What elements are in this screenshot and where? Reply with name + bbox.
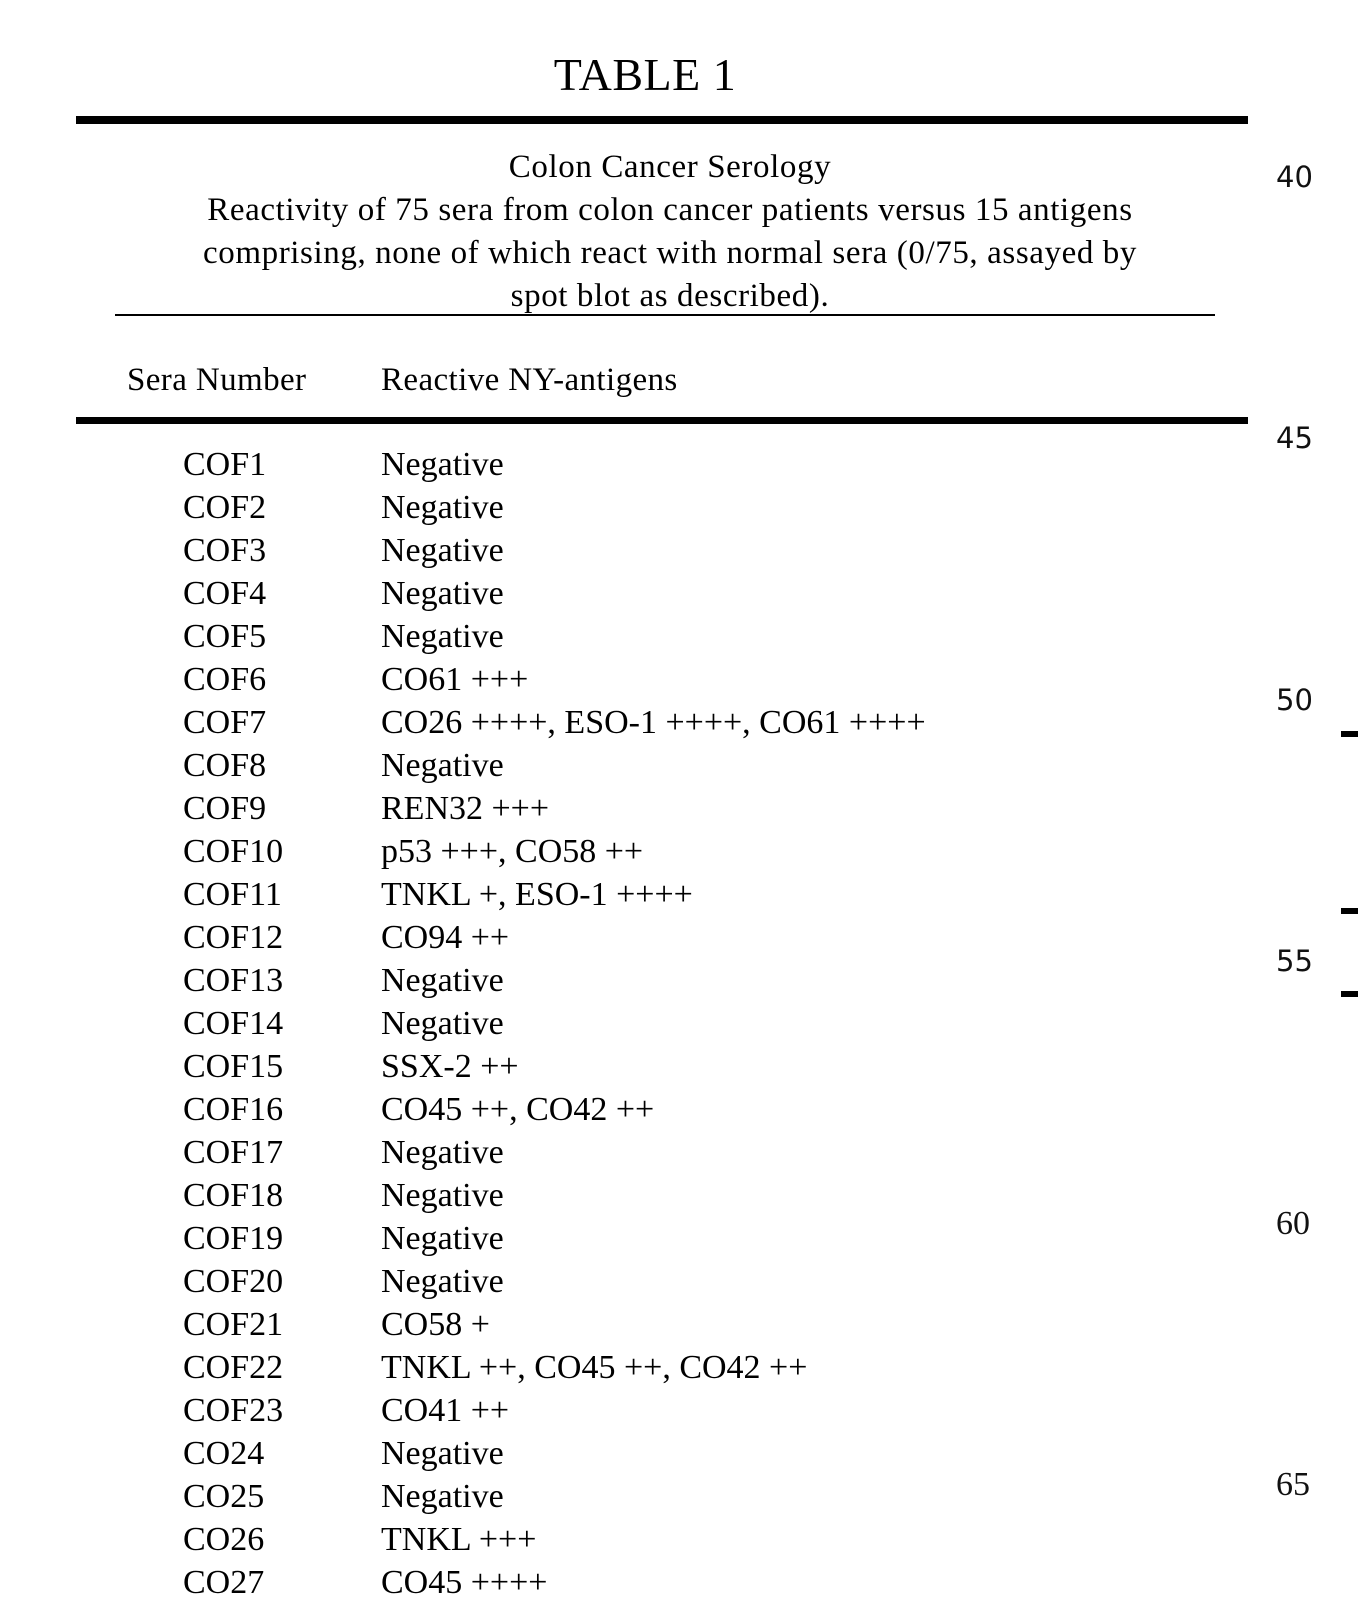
sera-number-cell: COF15 [183,1045,283,1088]
sera-number-cell: CO24 [183,1432,264,1475]
margin-line-number: 40 [1276,160,1313,194]
reactive-antigens-cell: Negative [381,1217,504,1260]
table-row [0,1217,1200,1260]
table-row [0,572,1200,615]
reactive-antigens-cell: Negative [381,572,504,615]
reactive-antigens-cell: Negative [381,443,504,486]
reactive-antigens-cell: CO45 ++++ [381,1561,547,1604]
table-body [0,443,1200,1604]
margin-line-number: 45 [1276,421,1313,455]
table-row [0,1518,1200,1561]
table-row [0,486,1200,529]
sera-number-cell: COF11 [183,873,282,916]
table-row [0,959,1200,1002]
reactive-antigens-cell: TNKL +, ESO-1 ++++ [381,873,693,916]
table-row [0,529,1200,572]
margin-mark [1341,908,1358,914]
reactive-antigens-cell: Negative [381,486,504,529]
caption-rule [115,314,1215,316]
sera-number-cell: COF18 [183,1174,283,1217]
reactive-antigens-cell: CO45 ++, CO42 ++ [381,1088,654,1131]
column-header-sera-number: Sera Number [127,362,306,399]
margin-line-number: 60 [1276,1205,1310,1243]
sera-number-cell: COF9 [183,787,266,830]
sera-number-cell: COF21 [183,1303,283,1346]
sera-number-cell: COF22 [183,1346,283,1389]
margin-line-number: 65 [1276,1466,1310,1504]
table-caption [120,146,1220,318]
table-row [0,916,1200,959]
reactive-antigens-cell: SSX-2 ++ [381,1045,519,1088]
sera-number-cell: CO27 [183,1561,264,1604]
caption-line: comprising, none of which react with normal sera (0/75, assayed by [120,232,1220,275]
reactive-antigens-cell: Negative [381,1260,504,1303]
sera-number-cell: COF23 [183,1389,283,1432]
table-title: TABLE 1 [0,48,1290,101]
table-row [0,1475,1200,1518]
sera-number-cell: COF3 [183,529,266,572]
column-header-reactive-antigens: Reactive NY-antigens [381,362,678,399]
table-row [0,1088,1200,1131]
reactive-antigens-cell: TNKL ++, CO45 ++, CO42 ++ [381,1346,807,1389]
table-row [0,658,1200,701]
margin-mark [1341,731,1358,737]
table-row [0,1389,1200,1432]
sera-number-cell: COF1 [183,443,266,486]
sera-number-cell: COF16 [183,1088,283,1131]
reactive-antigens-cell: CO94 ++ [381,916,509,959]
sera-number-cell: COF20 [183,1260,283,1303]
margin-line-number: 50 [1276,683,1313,717]
sera-number-cell: COF8 [183,744,266,787]
sera-number-cell: COF19 [183,1217,283,1260]
reactive-antigens-cell: CO26 ++++, ESO-1 ++++, CO61 ++++ [381,701,926,744]
table-row [0,1131,1200,1174]
table-row [0,1002,1200,1045]
table-row [0,1346,1200,1389]
sera-number-cell: CO25 [183,1475,264,1518]
reactive-antigens-cell: Negative [381,1475,504,1518]
sera-number-cell: COF5 [183,615,266,658]
sera-number-cell: COF7 [183,701,266,744]
reactive-antigens-cell: Negative [381,529,504,572]
reactive-antigens-cell: CO61 +++ [381,658,528,701]
header-rule [76,417,1248,424]
reactive-antigens-cell: TNKL +++ [381,1518,536,1561]
reactive-antigens-cell: Negative [381,615,504,658]
reactive-antigens-cell: Negative [381,744,504,787]
sera-number-cell: COF13 [183,959,283,1002]
margin-line-number: 55 [1276,944,1313,978]
table-row [0,1174,1200,1217]
table-row [0,1260,1200,1303]
table-row [0,1045,1200,1088]
reactive-antigens-cell: Negative [381,1432,504,1475]
table-row [0,443,1200,486]
table-row [0,615,1200,658]
reactive-antigens-cell: Negative [381,1131,504,1174]
sera-number-cell: COF10 [183,830,283,873]
sera-number-cell: COF12 [183,916,283,959]
table-row [0,830,1200,873]
reactive-antigens-cell: CO41 ++ [381,1389,509,1432]
reactive-antigens-cell: REN32 +++ [381,787,549,830]
reactive-antigens-cell: p53 +++, CO58 ++ [381,830,643,873]
sera-number-cell: CO26 [183,1518,264,1561]
sera-number-cell: COF2 [183,486,266,529]
reactive-antigens-cell: Negative [381,1002,504,1045]
caption-line: Colon Cancer Serology [120,146,1220,189]
sera-number-cell: COF4 [183,572,266,615]
sera-number-cell: COF6 [183,658,266,701]
sera-number-cell: COF14 [183,1002,283,1045]
table-row [0,873,1200,916]
top-rule [76,116,1248,124]
reactive-antigens-cell: CO58 + [381,1303,490,1346]
table-row [0,1303,1200,1346]
sera-number-cell: COF17 [183,1131,283,1174]
table-row [0,1561,1200,1604]
caption-line: spot blot as described). [120,275,1220,318]
reactive-antigens-cell: Negative [381,959,504,1002]
caption-line: Reactivity of 75 sera from colon cancer patients versus 15 antigens [120,189,1220,232]
margin-mark [1341,991,1358,997]
table-row [0,1432,1200,1475]
table-row [0,744,1200,787]
reactive-antigens-cell: Negative [381,1174,504,1217]
table-row [0,787,1200,830]
table-row [0,701,1200,744]
